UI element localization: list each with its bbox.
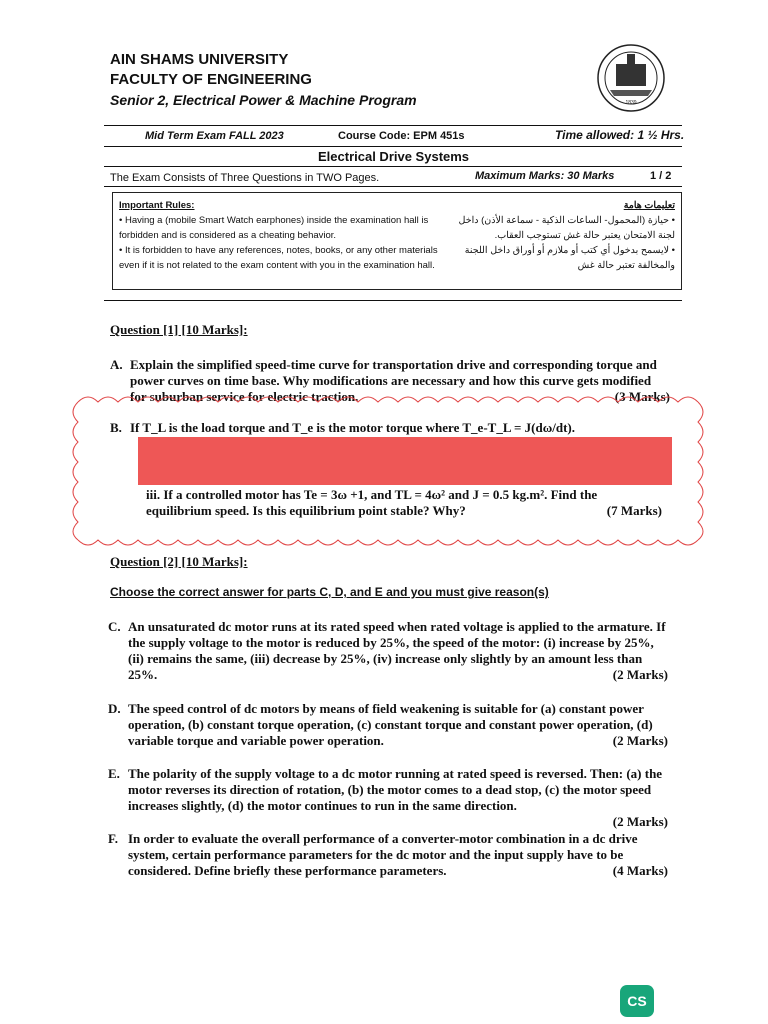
program-name: Senior 2, Electrical Power & Machine Program (110, 92, 417, 108)
course-code: Course Code: EPM 451s (338, 130, 465, 142)
info-bottom-rule (104, 186, 682, 187)
rule-ar-1: • حيازة (المحمول- الساعات الذكية - سماعة الأذن) داخل لجنة الامتحان يعتبر حالة غش تستوجب العقاب. (458, 215, 675, 241)
question-1a-text: Explain the simplified speed-time curve for transportation drive and corresponding torque and power curves on time base. Why modifications are necessary and how this curve gets modified for suburban service for electric traction. (130, 357, 657, 404)
rules-bottom-rule (104, 300, 682, 301)
mid-rule (104, 146, 682, 147)
question-2f-text: In order to evaluate the overall performance of a converter-motor combination in a dc drive system, certain performance parameters for the dc motor and the input supply have to be considered. Define briefly these performance parameters. (128, 831, 638, 878)
question-1a-marks: (3 Marks) (614, 389, 670, 404)
question-2f-marks: (4 Marks) (612, 863, 668, 878)
mid-rule-2 (104, 166, 682, 167)
question-2c-text: An unsaturated dc motor runs at its rated speed when rated voltage is applied to the armature. If the supply voltage to the motor is reduced by 25%, the speed of the motor: (i) increase by 25%, (ii) remains the same, (iii) decrease by 25%, (iv) increase only slightly by an amount less than 25%. (128, 619, 666, 682)
question-1b (110, 420, 670, 436)
question-1b-iii-marks: (7 Marks) (606, 503, 662, 518)
question-1b-letter: B. (110, 420, 122, 435)
question-2f-letter: F. (108, 831, 118, 846)
time-allowed: Time allowed: 1 ½ Hrs. (555, 128, 685, 142)
redaction-block (138, 437, 672, 485)
question-2d-text: The speed control of dc motors by means of field weakening is suitable for (a) constant power operation, (b) constant torque operation, (c) constant torque and constant power operation, (d) variable torque and variable power operation. (128, 701, 653, 748)
question-2c-marks: (2 Marks) (612, 667, 668, 682)
question-2-heading: Question [2] [10 Marks]: (110, 554, 248, 569)
question-2c (108, 619, 668, 683)
faculty-name: FACULTY OF ENGINEERING (110, 71, 312, 88)
exam-title: Mid Term Exam FALL 2023 (145, 130, 284, 142)
camscanner-badge-icon: CS (620, 985, 654, 1017)
question-2d (108, 701, 668, 749)
university-name: AIN SHAMS UNIVERSITY (110, 51, 289, 68)
question-1b-iii (146, 487, 662, 519)
seal-year: 1839 (625, 100, 637, 106)
rule-ar-2: • لايسمح بدخول أي كتب أو ملازم أو أوراق داخل اللجنة والمخالفة تعتبر حالة غش (464, 245, 675, 271)
question-1a-letter: A. (110, 357, 123, 372)
question-2d-marks: (2 Marks) (612, 733, 668, 748)
rules-title-en: Important Rules: (119, 200, 195, 211)
question-2d-letter: D. (108, 701, 121, 716)
rules-title-ar: تعليمات هامة (623, 200, 675, 211)
top-rule (104, 125, 682, 126)
exam-structure: The Exam Consists of Three Questions in TWO Pages. (110, 172, 380, 184)
question-2e-letter: E. (108, 766, 120, 781)
question-2f (108, 831, 668, 879)
question-1b-iii-text: iii. If a controlled motor has Te = 3ω +1, and TL = 4ω² and J = 0.5 kg.m². Find the equilibrium speed. Is this equilibrium point stable? Why? (146, 487, 598, 518)
question-2e (108, 766, 668, 830)
important-rules-box (112, 192, 682, 290)
rule-en-2: • It is forbidden to have any references, notes, books, or any other materials even if it is not related to the exam content with you in the examination hall. (119, 245, 438, 271)
question-2e-text: The polarity of the supply voltage to a dc motor running at rated speed is reversed. Then: (a) the motor reverses its direction of rotation, (b) the motor comes to a dead stop, (c) the motor speed increases slightly, (d) the motor continues to run in the same direction. (128, 766, 663, 813)
question-2-instruction: Choose the correct answer for parts C, D, and E and you must give reason(s) (110, 585, 549, 599)
question-1-heading: Question [1] [10 Marks]: (110, 322, 248, 337)
maximum-marks: Maximum Marks: 30 Marks (475, 170, 615, 182)
rules-arabic (455, 198, 675, 273)
question-1b-text: If T_L is the load torque and T_e is the motor torque where T_e-T_L = J(dω/dt). (130, 420, 575, 435)
rule-en-1: • Having a (mobile Smart Watch earphones) inside the examination hall is forbidden and is considered as a cheating behavior. (119, 215, 429, 241)
rules-english (119, 198, 449, 273)
university-seal-icon (596, 40, 666, 118)
question-2e-marks: (2 Marks) (612, 814, 668, 829)
page-number: 1 / 2 (650, 170, 672, 182)
subject-title: Electrical Drive Systems (318, 149, 470, 164)
question-2c-letter: C. (108, 619, 121, 634)
